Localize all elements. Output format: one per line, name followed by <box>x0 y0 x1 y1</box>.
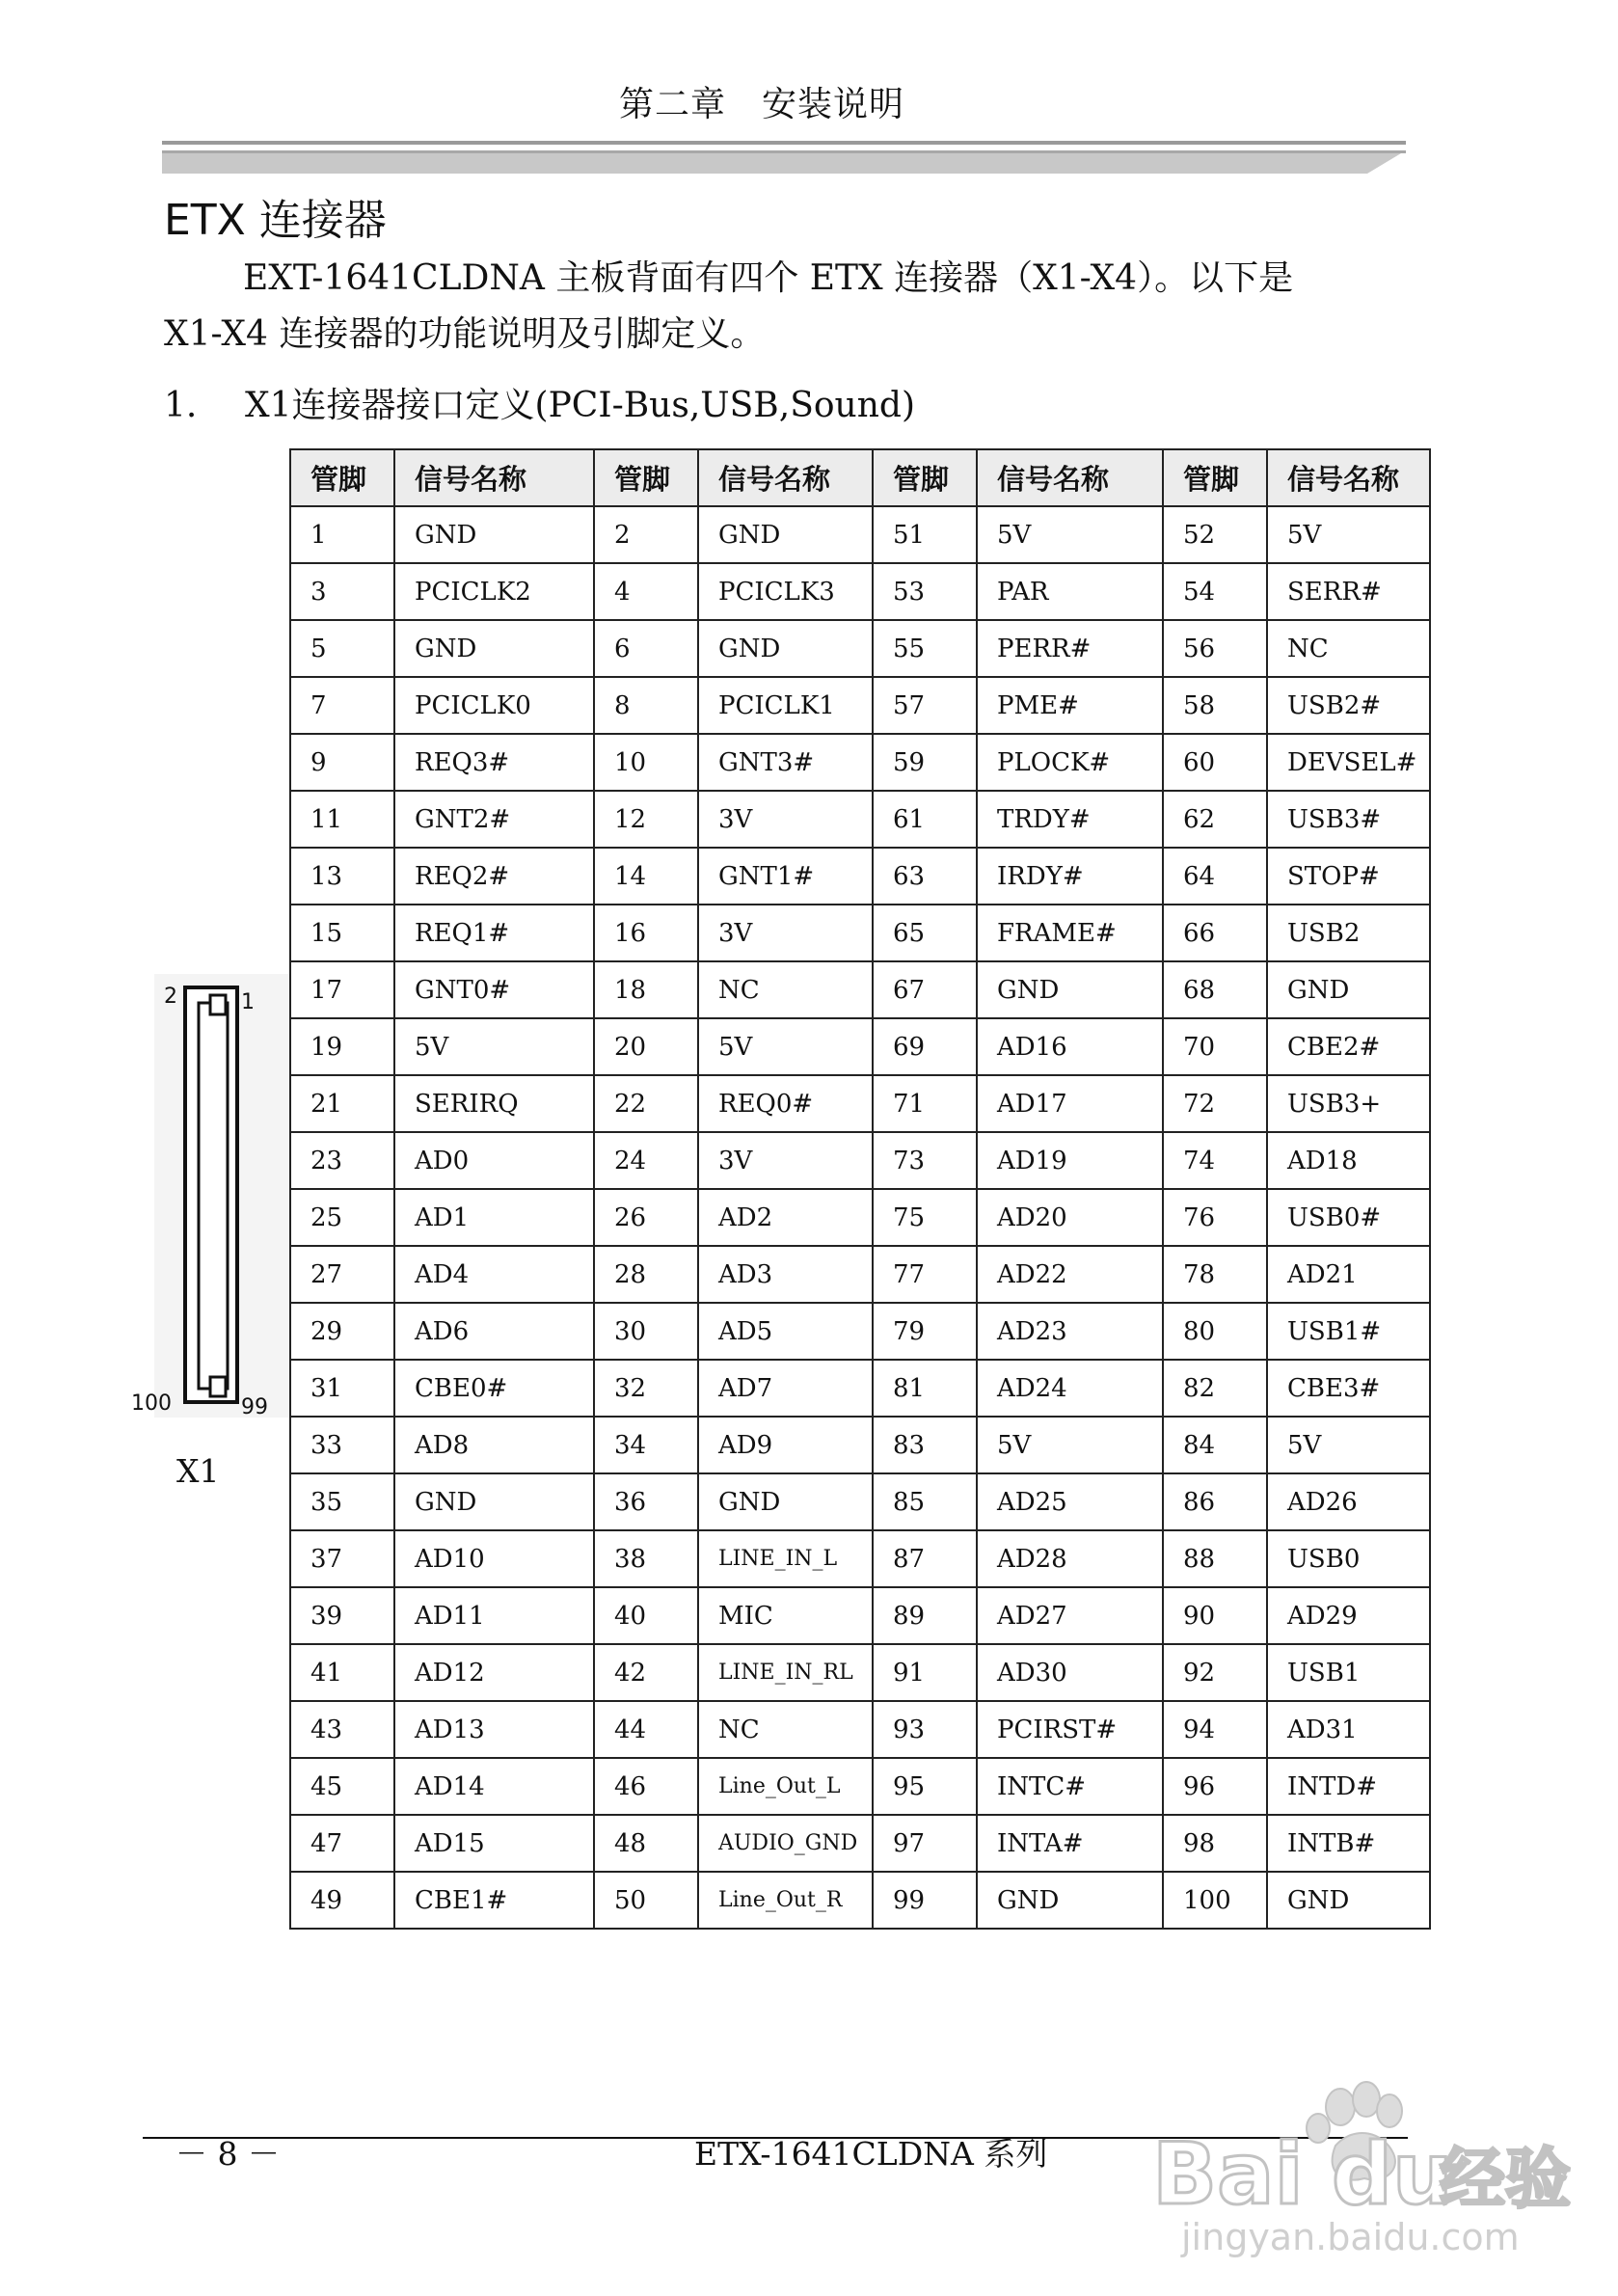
signal-name-cell: AD28 <box>977 1530 1163 1587</box>
pin-number-cell: 22 <box>594 1075 698 1132</box>
pin-number-cell: 86 <box>1163 1473 1267 1530</box>
signal-name-cell: GND <box>394 1473 594 1530</box>
signal-name-cell: AD21 <box>1267 1246 1430 1303</box>
table-row <box>290 1303 1430 1360</box>
signal-name-cell: USB1# <box>1267 1303 1430 1360</box>
pin-number-cell: 95 <box>873 1758 977 1815</box>
table-row <box>290 961 1430 1018</box>
table-row <box>290 1360 1430 1417</box>
pin-label-bottom-right: 99 <box>241 1395 268 1419</box>
chapter-header: 第二章 安装说明 <box>618 85 904 124</box>
table-row <box>290 1189 1430 1246</box>
signal-name-cell: Line_Out_L <box>698 1758 873 1815</box>
header-pin-4: 管脚 <box>1163 449 1267 506</box>
pin-number-cell: 40 <box>594 1587 698 1644</box>
signal-name-cell: CBE1# <box>394 1872 594 1929</box>
signal-name-cell: AD26 <box>1267 1473 1430 1530</box>
signal-name-cell: 5V <box>394 1018 594 1075</box>
item-heading <box>164 378 915 427</box>
pin-number-cell: 53 <box>873 563 977 620</box>
pin-number-cell: 54 <box>1163 563 1267 620</box>
pinout-table <box>289 448 1431 1930</box>
pin-number-cell: 27 <box>290 1246 394 1303</box>
pin-number-cell: 76 <box>1163 1189 1267 1246</box>
table-row <box>290 1018 1430 1075</box>
pin-number-cell: 63 <box>873 848 977 905</box>
watermark-suffix: 经验 <box>1440 2142 1572 2218</box>
table-row <box>290 1530 1430 1587</box>
signal-name-cell: REQ0# <box>698 1075 873 1132</box>
signal-name-cell: AD2 <box>698 1189 873 1246</box>
pin-number-cell: 13 <box>290 848 394 905</box>
table-row <box>290 620 1430 677</box>
signal-name-cell: FRAME# <box>977 905 1163 961</box>
signal-name-cell: GND <box>977 1872 1163 1929</box>
pin-number-cell: 25 <box>290 1189 394 1246</box>
pin-number-cell: 10 <box>594 734 698 791</box>
pin-number-cell: 50 <box>594 1872 698 1929</box>
signal-name-cell: SERR# <box>1267 563 1430 620</box>
pin-number-cell: 89 <box>873 1587 977 1644</box>
signal-name-cell: USB0 <box>1267 1530 1430 1587</box>
pin-number-cell: 73 <box>873 1132 977 1189</box>
signal-name-cell: AUDIO_GND <box>698 1815 873 1872</box>
pin-number-cell: 5 <box>290 620 394 677</box>
connector-diagram <box>131 974 289 1419</box>
signal-name-cell: AD8 <box>394 1417 594 1473</box>
signal-name-cell: PLOCK# <box>977 734 1163 791</box>
pin-number-cell: 71 <box>873 1075 977 1132</box>
pin-number-cell: 96 <box>1163 1758 1267 1815</box>
signal-name-cell: TRDY# <box>977 791 1163 848</box>
signal-name-cell: INTC# <box>977 1758 1163 1815</box>
header-pin-1: 管脚 <box>290 449 394 506</box>
signal-name-cell: LINE_IN_RL <box>698 1644 873 1701</box>
watermark-brand: Bai <box>1152 2124 1304 2224</box>
pin-number-cell: 23 <box>290 1132 394 1189</box>
header-signal-1: 信号名称 <box>394 449 594 506</box>
signal-name-cell: CBE0# <box>394 1360 594 1417</box>
table-row <box>290 1872 1430 1929</box>
pin-number-cell: 19 <box>290 1018 394 1075</box>
signal-name-cell: GND <box>1267 1872 1430 1929</box>
signal-name-cell: AD4 <box>394 1246 594 1303</box>
pin-number-cell: 36 <box>594 1473 698 1530</box>
pin-number-cell: 45 <box>290 1758 394 1815</box>
signal-name-cell: USB2 <box>1267 905 1430 961</box>
pin-number-cell: 33 <box>290 1417 394 1473</box>
table-row <box>290 506 1430 563</box>
header-pin-3: 管脚 <box>873 449 977 506</box>
pin-number-cell: 66 <box>1163 905 1267 961</box>
signal-name-cell: INTB# <box>1267 1815 1430 1872</box>
intro-paragraph-line-1: EXT-1641CLDNA 主板背面有四个 ETX 连接器（X1-X4）。以下是 <box>243 258 1294 298</box>
pin-number-cell: 61 <box>873 791 977 848</box>
pin-number-cell: 100 <box>1163 1872 1267 1929</box>
pin-number-cell: 2 <box>594 506 698 563</box>
pin-number-cell: 9 <box>290 734 394 791</box>
signal-name-cell: AD27 <box>977 1587 1163 1644</box>
signal-name-cell: AD14 <box>394 1758 594 1815</box>
pin-number-cell: 64 <box>1163 848 1267 905</box>
signal-name-cell: GND <box>698 1473 873 1530</box>
pin-number-cell: 39 <box>290 1587 394 1644</box>
pin-number-cell: 83 <box>873 1417 977 1473</box>
pin-number-cell: 78 <box>1163 1246 1267 1303</box>
pin-number-cell: 62 <box>1163 791 1267 848</box>
intro-paragraph-line-2: X1-X4 连接器的功能说明及引脚定义。 <box>164 314 766 354</box>
signal-name-cell: GND <box>698 506 873 563</box>
table-row <box>290 1075 1430 1132</box>
pin-number-cell: 26 <box>594 1189 698 1246</box>
pin-number-cell: 42 <box>594 1644 698 1701</box>
table-row <box>290 1417 1430 1473</box>
pin-number-cell: 57 <box>873 677 977 734</box>
signal-name-cell: PERR# <box>977 620 1163 677</box>
header-signal-4: 信号名称 <box>1267 449 1430 506</box>
table-body <box>290 506 1430 1929</box>
pin-number-cell: 67 <box>873 961 977 1018</box>
signal-name-cell: REQ2# <box>394 848 594 905</box>
pin-number-cell: 15 <box>290 905 394 961</box>
pin-number-cell: 46 <box>594 1758 698 1815</box>
pin-number-cell: 12 <box>594 791 698 848</box>
signal-name-cell: GND <box>977 961 1163 1018</box>
signal-name-cell: USB1 <box>1267 1644 1430 1701</box>
signal-name-cell: AD17 <box>977 1075 1163 1132</box>
header-signal-3: 信号名称 <box>977 449 1163 506</box>
pin-number-cell: 44 <box>594 1701 698 1758</box>
pin-number-cell: 84 <box>1163 1417 1267 1473</box>
signal-name-cell: 5V <box>698 1018 873 1075</box>
signal-name-cell: AD30 <box>977 1644 1163 1701</box>
section-title: ETX 连接器 <box>164 196 387 245</box>
pin-number-cell: 34 <box>594 1417 698 1473</box>
signal-name-cell: USB2# <box>1267 677 1430 734</box>
signal-name-cell: AD15 <box>394 1815 594 1872</box>
table-row <box>290 563 1430 620</box>
pin-number-cell: 48 <box>594 1815 698 1872</box>
signal-name-cell: Line_Out_R <box>698 1872 873 1929</box>
signal-name-cell: AD0 <box>394 1132 594 1189</box>
pin-number-cell: 24 <box>594 1132 698 1189</box>
signal-name-cell: SERIRQ <box>394 1075 594 1132</box>
pin-number-cell: 60 <box>1163 734 1267 791</box>
signal-name-cell: REQ3# <box>394 734 594 791</box>
series-name: ETX-1641CLDNA 系列 <box>694 2135 1048 2173</box>
pin-number-cell: 37 <box>290 1530 394 1587</box>
signal-name-cell: AD24 <box>977 1360 1163 1417</box>
pin-number-cell: 77 <box>873 1246 977 1303</box>
header-rule <box>162 137 1406 176</box>
pin-number-cell: 7 <box>290 677 394 734</box>
pin-number-cell: 30 <box>594 1303 698 1360</box>
item-title: X1连接器接口定义(PCI-Bus,USB,Sound) <box>245 386 915 425</box>
pin-label-bottom-left: 100 <box>131 1391 172 1416</box>
watermark-url: jingyan.baidu.com <box>1181 2216 1520 2258</box>
signal-name-cell: GND <box>394 620 594 677</box>
signal-name-cell: NC <box>1267 620 1430 677</box>
signal-name-cell: AD12 <box>394 1644 594 1701</box>
pin-number-cell: 99 <box>873 1872 977 1929</box>
signal-name-cell: USB0# <box>1267 1189 1430 1246</box>
signal-name-cell: 3V <box>698 791 873 848</box>
signal-name-cell: AD19 <box>977 1132 1163 1189</box>
signal-name-cell: AD1 <box>394 1189 594 1246</box>
connector-label: X1 <box>176 1452 220 1490</box>
header-pin-2: 管脚 <box>594 449 698 506</box>
pin-number-cell: 55 <box>873 620 977 677</box>
pin-number-cell: 17 <box>290 961 394 1018</box>
signal-name-cell: IRDY# <box>977 848 1163 905</box>
table-row <box>290 1587 1430 1644</box>
table-row <box>290 1473 1430 1530</box>
pin-number-cell: 59 <box>873 734 977 791</box>
signal-name-cell: GNT1# <box>698 848 873 905</box>
signal-name-cell: AD9 <box>698 1417 873 1473</box>
signal-name-cell: 5V <box>977 1417 1163 1473</box>
signal-name-cell: GND <box>394 506 594 563</box>
pin-number-cell: 70 <box>1163 1018 1267 1075</box>
pin-number-cell: 56 <box>1163 620 1267 677</box>
signal-name-cell: AD31 <box>1267 1701 1430 1758</box>
pin-label-top-left: 2 <box>164 985 177 1009</box>
pin-number-cell: 8 <box>594 677 698 734</box>
pin-number-cell: 49 <box>290 1872 394 1929</box>
signal-name-cell: GND <box>1267 961 1430 1018</box>
signal-name-cell: LINE_IN_L <box>698 1530 873 1587</box>
signal-name-cell: USB3+ <box>1267 1075 1430 1132</box>
signal-name-cell: NC <box>698 1701 873 1758</box>
signal-name-cell: GND <box>698 620 873 677</box>
signal-name-cell: AD23 <box>977 1303 1163 1360</box>
pin-number-cell: 16 <box>594 905 698 961</box>
pin-number-cell: 29 <box>290 1303 394 1360</box>
signal-name-cell: NC <box>698 961 873 1018</box>
pin-number-cell: 43 <box>290 1701 394 1758</box>
signal-name-cell: AD22 <box>977 1246 1163 1303</box>
pin-number-cell: 75 <box>873 1189 977 1246</box>
signal-name-cell: AD20 <box>977 1189 1163 1246</box>
pin-number-cell: 68 <box>1163 961 1267 1018</box>
signal-name-cell: PAR <box>977 563 1163 620</box>
pin-number-cell: 28 <box>594 1246 698 1303</box>
table-row <box>290 734 1430 791</box>
pin-number-cell: 91 <box>873 1644 977 1701</box>
pin-number-cell: 52 <box>1163 506 1267 563</box>
signal-name-cell: PCICLK1 <box>698 677 873 734</box>
pin-number-cell: 69 <box>873 1018 977 1075</box>
pin-number-cell: 74 <box>1163 1132 1267 1189</box>
page-number: － 8 － <box>175 2135 280 2173</box>
signal-name-cell: 5V <box>1267 1417 1430 1473</box>
signal-name-cell: 5V <box>977 506 1163 563</box>
table-row <box>290 677 1430 734</box>
pin-number-cell: 20 <box>594 1018 698 1075</box>
item-number: 1. <box>164 386 198 425</box>
table-row <box>290 1644 1430 1701</box>
pin-number-cell: 41 <box>290 1644 394 1701</box>
pin-number-cell: 47 <box>290 1815 394 1872</box>
signal-name-cell: GNT2# <box>394 791 594 848</box>
pin-number-cell: 72 <box>1163 1075 1267 1132</box>
table-row <box>290 1132 1430 1189</box>
header-signal-2: 信号名称 <box>698 449 873 506</box>
signal-name-cell: INTA# <box>977 1815 1163 1872</box>
signal-name-cell: AD7 <box>698 1360 873 1417</box>
pin-number-cell: 51 <box>873 506 977 563</box>
signal-name-cell: AD25 <box>977 1473 1163 1530</box>
pin-number-cell: 88 <box>1163 1530 1267 1587</box>
pin-number-cell: 82 <box>1163 1360 1267 1417</box>
table-row <box>290 1701 1430 1758</box>
signal-name-cell: 3V <box>698 905 873 961</box>
pin-number-cell: 6 <box>594 620 698 677</box>
pin-number-cell: 1 <box>290 506 394 563</box>
pin-number-cell: 80 <box>1163 1303 1267 1360</box>
signal-name-cell: AD3 <box>698 1246 873 1303</box>
pin-number-cell: 18 <box>594 961 698 1018</box>
signal-name-cell: REQ1# <box>394 905 594 961</box>
signal-name-cell: AD11 <box>394 1587 594 1644</box>
signal-name-cell: AD16 <box>977 1018 1163 1075</box>
signal-name-cell: GNT0# <box>394 961 594 1018</box>
signal-name-cell: STOP# <box>1267 848 1430 905</box>
pin-number-cell: 14 <box>594 848 698 905</box>
pin-number-cell: 87 <box>873 1530 977 1587</box>
pin-number-cell: 94 <box>1163 1701 1267 1758</box>
pin-number-cell: 92 <box>1163 1644 1267 1701</box>
pin-number-cell: 31 <box>290 1360 394 1417</box>
signal-name-cell: AD13 <box>394 1701 594 1758</box>
table-row <box>290 1758 1430 1815</box>
signal-name-cell: CBE3# <box>1267 1360 1430 1417</box>
pin-number-cell: 90 <box>1163 1587 1267 1644</box>
signal-name-cell: 3V <box>698 1132 873 1189</box>
baidu-watermark-logo <box>1152 2078 1572 2261</box>
pin-number-cell: 58 <box>1163 677 1267 734</box>
signal-name-cell: PCICLK2 <box>394 563 594 620</box>
signal-name-cell: PCICLK0 <box>394 677 594 734</box>
signal-name-cell: GNT3# <box>698 734 873 791</box>
pin-number-cell: 21 <box>290 1075 394 1132</box>
signal-name-cell: AD10 <box>394 1530 594 1587</box>
pin-number-cell: 38 <box>594 1530 698 1587</box>
signal-name-cell: CBE2# <box>1267 1018 1430 1075</box>
pin-label-top-right: 1 <box>241 990 255 1014</box>
signal-name-cell: AD18 <box>1267 1132 1430 1189</box>
signal-name-cell: 5V <box>1267 506 1430 563</box>
signal-name-cell: MIC <box>698 1587 873 1644</box>
pin-number-cell: 11 <box>290 791 394 848</box>
table-row <box>290 848 1430 905</box>
signal-name-cell: USB3# <box>1267 791 1430 848</box>
pin-number-cell: 79 <box>873 1303 977 1360</box>
signal-name-cell: AD29 <box>1267 1587 1430 1644</box>
pin-number-cell: 97 <box>873 1815 977 1872</box>
pin-number-cell: 98 <box>1163 1815 1267 1872</box>
signal-name-cell: DEVSEL# <box>1267 734 1430 791</box>
signal-name-cell: AD6 <box>394 1303 594 1360</box>
table-row <box>290 905 1430 961</box>
pin-number-cell: 85 <box>873 1473 977 1530</box>
watermark-brand-2: du <box>1332 2124 1453 2224</box>
table-header-row <box>290 449 1430 506</box>
signal-name-cell: PCICLK3 <box>698 563 873 620</box>
table-row <box>290 791 1430 848</box>
pin-number-cell: 93 <box>873 1701 977 1758</box>
pin-number-cell: 3 <box>290 563 394 620</box>
pin-number-cell: 4 <box>594 563 698 620</box>
signal-name-cell: AD5 <box>698 1303 873 1360</box>
pin-number-cell: 65 <box>873 905 977 961</box>
pin-number-cell: 32 <box>594 1360 698 1417</box>
signal-name-cell: PCIRST# <box>977 1701 1163 1758</box>
pin-number-cell: 81 <box>873 1360 977 1417</box>
signal-name-cell: PME# <box>977 677 1163 734</box>
table-row <box>290 1815 1430 1872</box>
signal-name-cell: INTD# <box>1267 1758 1430 1815</box>
table-row <box>290 1246 1430 1303</box>
pin-number-cell: 35 <box>290 1473 394 1530</box>
